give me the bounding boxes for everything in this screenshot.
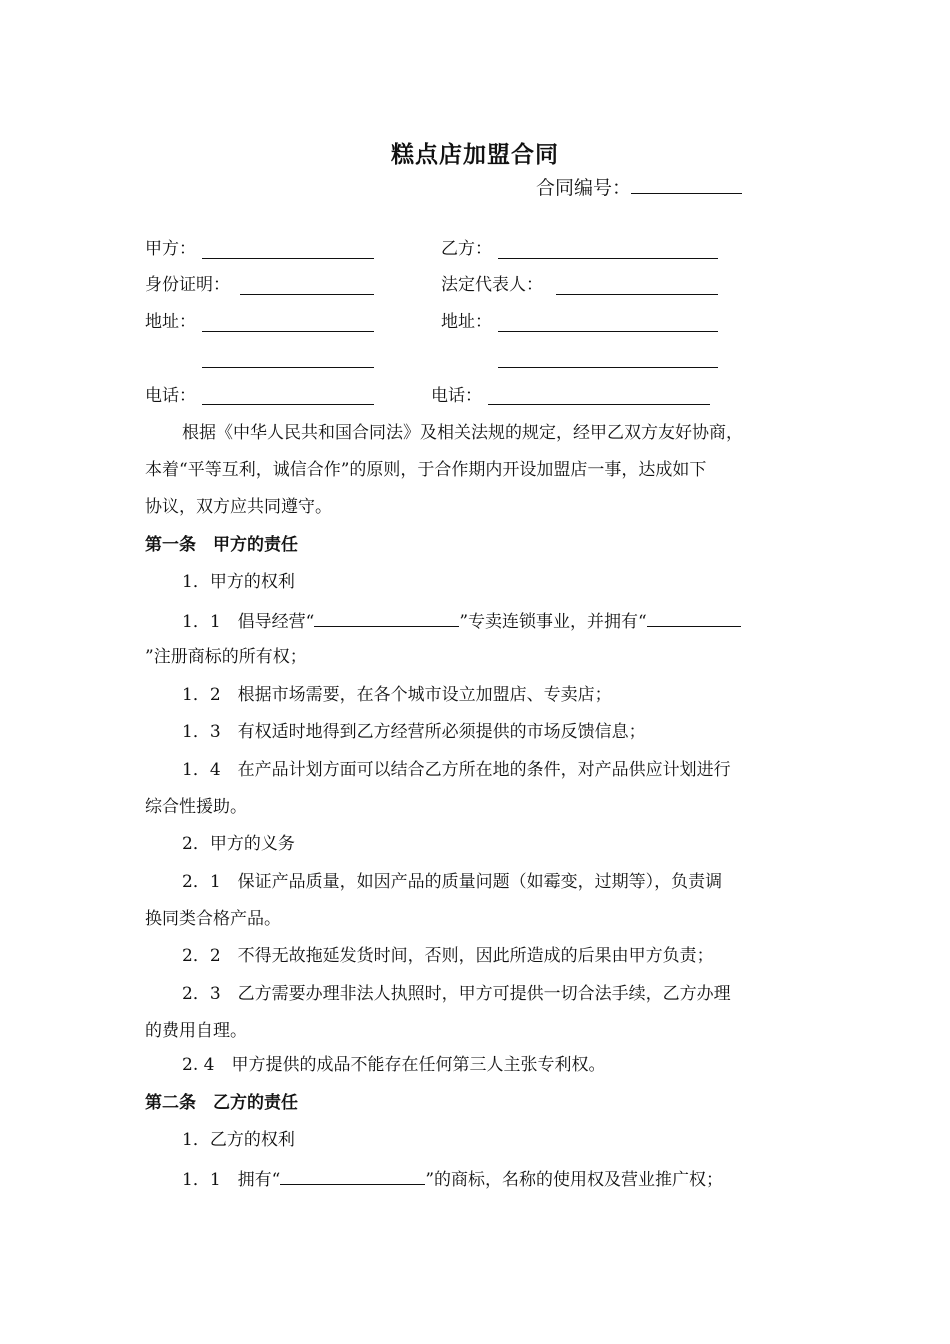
a1-item-2-1-cont: 换同类合格产品。	[145, 909, 281, 929]
party-a-id-blank	[240, 294, 374, 295]
party-b-label: 乙方：	[441, 239, 492, 259]
a2-rights-heading: 1．乙方的权利	[182, 1130, 295, 1150]
page-title: 糕点店加盟合同	[391, 142, 559, 168]
a1-item-1-2: 1．2 根据市场需要，在各个城市设立加盟店、专卖店；	[182, 685, 612, 705]
a1-item-2-3-cont: 的费用自理。	[145, 1021, 247, 1041]
contract-number-label: 合同编号：	[536, 177, 632, 199]
a2-item-1-1-post: ”的商标，名称的使用权及营业推广权；	[425, 1170, 724, 1190]
a1-item-2-1: 2．1 保证产品质量，如因产品的质量问题（如霉变，过期等），负责调	[182, 872, 723, 892]
party-a-phone-label: 电话：	[145, 386, 196, 406]
a2-item-1-1	[182, 1167, 723, 1191]
party-b-rep-blank	[556, 294, 718, 295]
party-b-phone-blank	[488, 404, 710, 405]
party-a-address-blank-2	[202, 367, 374, 368]
party-a-id-label: 身份证明：	[145, 275, 230, 295]
preamble-line-3: 协议，双方应共同遵守。	[145, 497, 332, 517]
party-a-blank	[202, 258, 374, 259]
a1-item-2-2: 2．2 不得无故拖延发货时间，否则，因此所造成的后果由甲方负责；	[182, 946, 714, 966]
party-b-phone-label: 电话：	[431, 386, 482, 406]
party-b-rep-label: 法定代表人：	[441, 275, 543, 295]
a1-item-1-1-blank-1	[314, 609, 459, 627]
a1-duties-heading: 2．甲方的义务	[182, 834, 295, 854]
party-b-address-blank-2	[498, 367, 718, 368]
a1-rights-heading: 1．甲方的权利	[182, 572, 295, 592]
a1-item-1-1-blank-2	[647, 609, 741, 627]
a1-item-1-1-mid: ”专卖连锁事业，并拥有“	[459, 612, 647, 632]
party-b-address-label: 地址：	[441, 312, 492, 332]
a1-item-2-4: 2. 4 甲方提供的成品不能存在任何第三人主张专利权。	[182, 1055, 606, 1075]
a1-item-1-1-cont: ”注册商标的所有权；	[145, 647, 307, 667]
a2-item-1-1-pre: 1．1 拥有“	[182, 1170, 281, 1190]
preamble-line-1: 根据《中华人民共和国合同法》及相关法规的规定，经甲乙双方友好协商，	[182, 423, 743, 443]
a2-item-1-1-blank	[280, 1167, 425, 1185]
a1-item-1-1-pre: 1．1 倡导经营“	[182, 612, 315, 632]
contract-number	[536, 176, 742, 200]
a1-item-2-3: 2．3 乙方需要办理非法人执照时，甲方可提供一切合法手续，乙方办理	[182, 984, 731, 1004]
party-b-address-blank	[498, 331, 718, 332]
party-b-blank	[498, 258, 718, 259]
article-1-heading: 第一条 甲方的责任	[145, 535, 298, 555]
preamble-line-2: 本着“平等互利，诚信合作”的原则，于合作期内开设加盟店一事，达成如下	[145, 460, 707, 480]
article-2-heading: 第二条 乙方的责任	[145, 1093, 298, 1113]
party-a-address-label: 地址：	[145, 312, 196, 332]
a1-item-1-4: 1．4 在产品计划方面可以结合乙方所在地的条件，对产品供应计划进行	[182, 760, 731, 780]
party-a-address-blank	[202, 331, 374, 332]
a1-item-1-4-cont: 综合性援助。	[145, 797, 247, 817]
a1-item-1-1	[182, 609, 741, 633]
a1-item-1-3: 1．3 有权适时地得到乙方经营所必须提供的市场反馈信息；	[182, 722, 646, 742]
party-a-phone-blank	[202, 404, 374, 405]
contract-number-blank	[631, 176, 742, 194]
party-a-label: 甲方：	[145, 239, 196, 259]
